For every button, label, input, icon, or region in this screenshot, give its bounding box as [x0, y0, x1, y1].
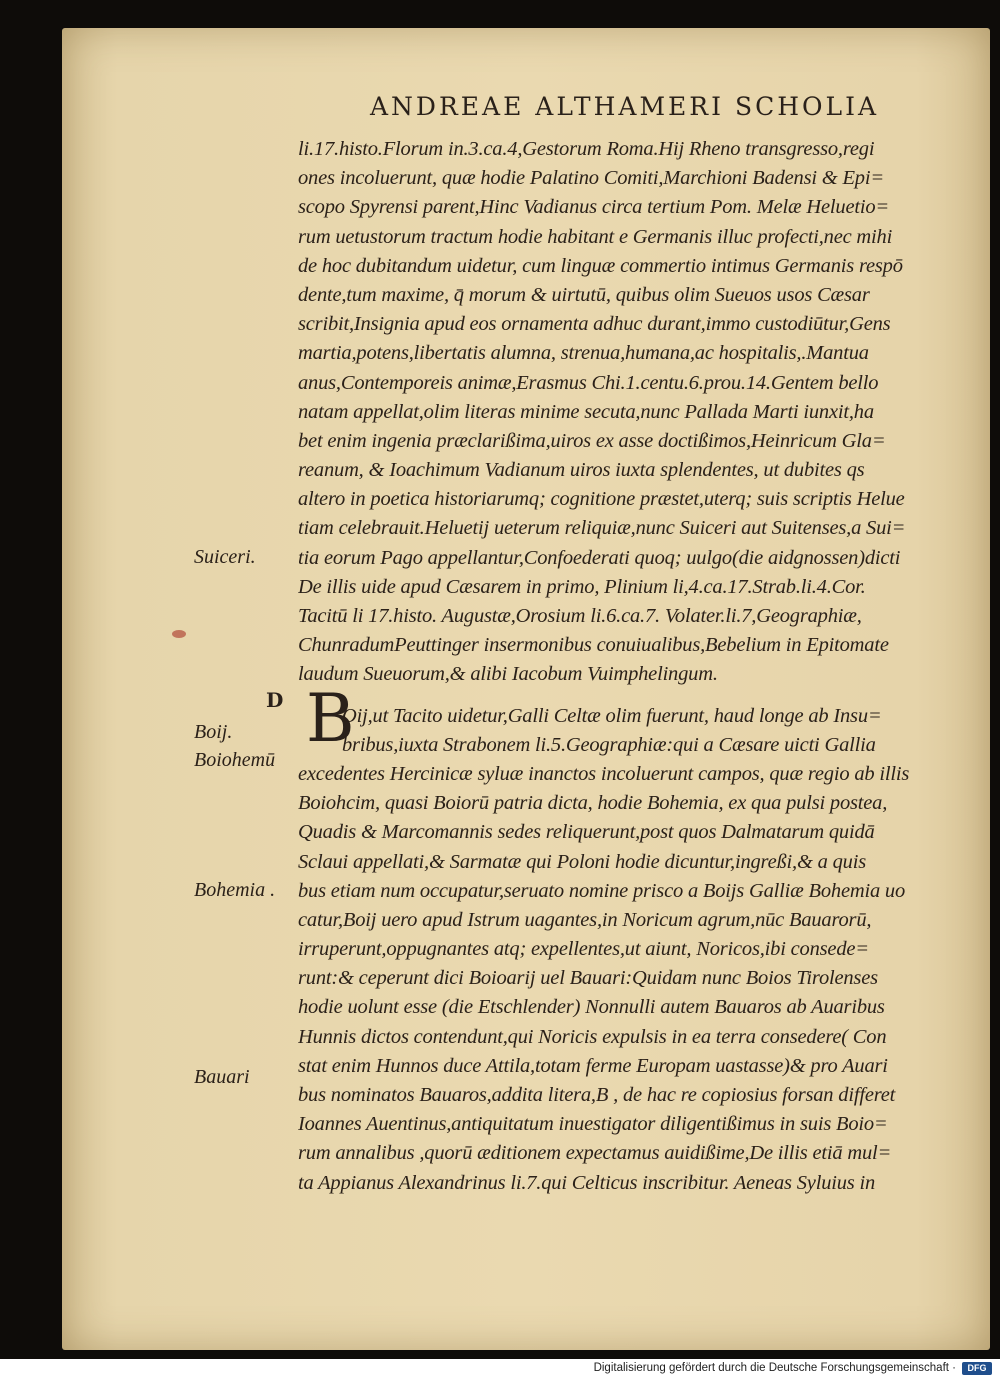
text-line: laudum Sueuorum,& alibi Iacobum Vuimphelingum. [298, 663, 718, 686]
text-line: anus,Contemporeis animæ,Erasmus Chi.1.centu.6.prou.14.Gentem bello [298, 371, 879, 394]
text-line: scribit,Insignia apud eos ornamenta adhuc durant,immo custodiūtur,Gens [298, 313, 891, 336]
funding-notice: Digitalisierung gefördert durch die Deutsche Forschungsgemeinschaft · [593, 1362, 956, 1374]
text-line: irruperunt,oppugnantes atq; expellentes,ut aiunt, Noricos,ibi consede= [298, 938, 869, 961]
text-line: tiam celebrauit.Heluetij ueterum reliquiæ,nunc Suiceri aut Suitenses,a Sui= [298, 517, 906, 540]
text-line: Boiohcim, quasi Boiorū patria dicta, hodie Bohemia, ex qua pulsi postea, [298, 792, 888, 815]
text-line: tia eorum Pago appellantur,Confoederati quoq; uulgo(die aidgnossen)dicti [298, 546, 901, 569]
text-line: altero in poetica historiarumq; cognitione præstet,uterq; suis scriptis Helue [298, 488, 905, 511]
text-line: Quadis & Marcomannis sedes reliquerunt,post quos Dalmatarum quidā [298, 821, 875, 844]
marginal-note-suiceri: Suiceri. [194, 546, 256, 568]
text-line: catur,Boij uero apud Istrum uagantes,in Noricum agrum,nūc Bauarorū, [298, 908, 872, 931]
text-line: Oij,ut Tacito uidetur,Galli Celtæ olim fuerunt, haud longe ab Insu= [342, 704, 882, 727]
marginal-note-boij: Boij. [194, 721, 233, 743]
dfg-logo-icon: DFG [962, 1362, 992, 1375]
text-line: excedentes Hercinicæ syluæ inanctos incoluerunt campos, quæ regio ab illis [298, 762, 910, 785]
ink-stain [172, 630, 186, 638]
text-line: scopo Spyrensi parent,Hinc Vadianus circa tertium Pom. Melæ Heluetio= [298, 196, 890, 219]
marginal-note-bohemia: Bohemia . [194, 879, 276, 901]
text-line: ChunradumPeuttinger insermonibus conuiualibus,Bebelium in Epitomate [298, 634, 889, 657]
marginal-note-boiohemu: Boiohemū [194, 749, 276, 771]
text-line: ta Appianus Alexandrinus li.7.qui Celticus inscribitur. Aeneas Syluius in [298, 1171, 876, 1194]
text-line: Tacitū li 17.histo. Augustæ,Orosium li.6.ca.7. Volater.li.7,Geographiæ, [298, 605, 862, 627]
section-letter: D [266, 688, 284, 712]
text-line: ones incoluerunt, quæ hodie Palatino Comiti,Marchioni Badensi & Epi= [298, 167, 884, 190]
text-line: Sclaui appellati,& Sarmatæ qui Poloni hodie dicuntur,ingreßi,& a quis [298, 850, 866, 873]
text-line: li.17.histo.Florum in.3.ca.4,Gestorum Roma.Hij Rheno transgresso,regi [298, 138, 875, 160]
running-head: ANDREAE ALTHAMERI SCHOLIA [370, 92, 880, 121]
body-text [298, 135, 948, 1198]
text-line: Ioannes Auentinus,antiquitatum inuestigator diligentißimus in suis Boio= [298, 1113, 888, 1136]
text-line: stat enim Hunnos duce Attila,totam ferme Europam uastasse)& pro Auari [298, 1054, 888, 1077]
text-line: bus nominatos Bauaros,addita litera,B , de hac re copiosius forsan differet [298, 1084, 896, 1106]
text-line: Hunnis dictos contendunt,qui Noricis expulsis in ea terra consedere( Con [298, 1025, 887, 1048]
text-line: rum uetustorum tractum hodie habitant e Germanis illuc profecti,nec mihi [298, 225, 893, 248]
text-line: reanum, & Ioachimum Vadianum uiros iuxta splendentes, ut dubites qs [298, 459, 865, 482]
marginal-note-bauari: Bauari [194, 1066, 250, 1088]
text-line: martia,potens,libertatis alumna, strenua,humana,ac hospitalis,.Mantua [298, 342, 869, 365]
text-line: hodie uolunt esse (die Etschlender) Nonnulli autem Bauaros ab Auaribus [298, 996, 885, 1019]
text-line: bet enim ingenia præclarißima,uiros ex asse doctißimos,Heinricum Gla= [298, 429, 886, 452]
text-line: de hoc dubitandum uidetur, cum linguæ commertio intimus Germanis respō [298, 254, 903, 277]
text-line: runt:& ceperunt dici Boioarij uel Bauari:Quidam nunc Boios Tirolenses [298, 967, 878, 990]
text-line: natam appellat,olim literas minime secuta,nunc Pallada Marti iunxit,ha [298, 400, 874, 423]
text-line: dente,tum maxime, q̄ morum & uirtutū, quibus olim Sueuos usos Cæsar [298, 283, 870, 306]
text-line: rum annalibus ,quorū æditionem expectamus auidißime,De illis etiā mul= [298, 1142, 892, 1165]
text-line: bus etiam num occupatur,seruato nomine prisco a Boijs Galliæ Bohemia uo [298, 879, 906, 902]
text-line: bribus,iuxta Strabonem li.5.Geographiæ:qui a Cæsare uicti Gallia [342, 733, 876, 756]
drop-cap-initial: B [306, 680, 355, 757]
text-line: De illis uide apud Cæsarem in primo, Plinium li,4.ca.17.Strab.li.4.Cor. [298, 575, 866, 598]
